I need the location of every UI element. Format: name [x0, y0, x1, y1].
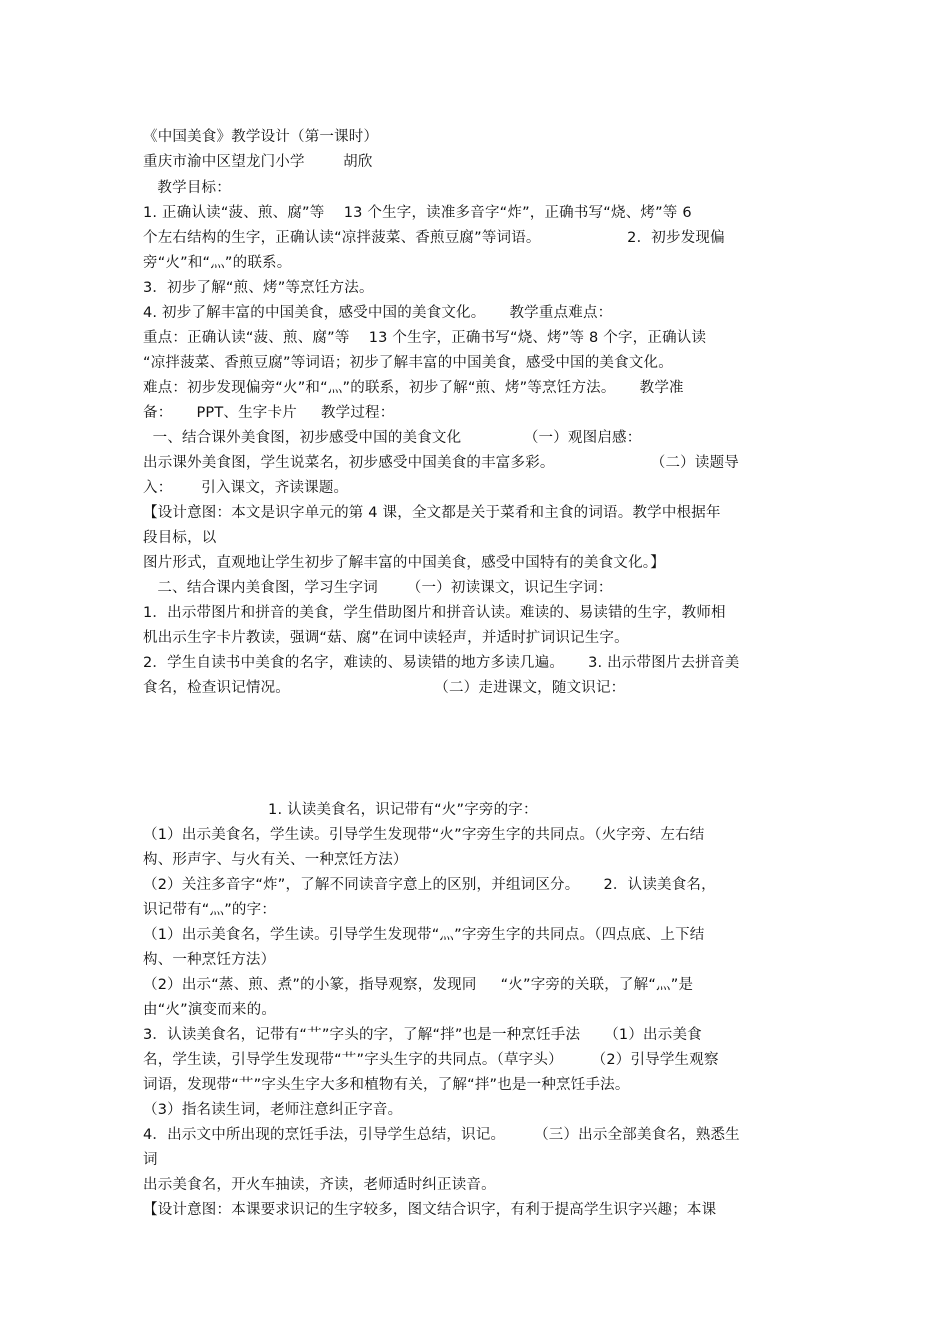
text-line: 识记带有“灬”的字：	[143, 902, 277, 918]
text-line: 4．出示文中所出现的烹饪手法，引导学生总结，识记。 （三）出示全部美食名，熟悉生	[143, 1127, 740, 1143]
text-line: 一、结合课外美食图，初步感受中国的美食文化 （一）观图启感：	[143, 430, 642, 446]
doc-title: 《中国美食》教学设计（第一课时）	[143, 129, 379, 145]
text-line: 3．初步了解“煎、烤”等烹饪方法。	[143, 280, 374, 296]
text-line: 1．出示带图片和拼音的美食，学生借助图片和拼音认读。难读的、易读错的生字，教师相	[143, 605, 726, 621]
text-line: 构、形声字、与火有关、一种烹饪方法）	[143, 852, 408, 868]
text-line: （2）出示“蒸、煎、煮”的小篆，指导观察，发现同 “火”字旁的关联，了解“灬”是	[143, 977, 694, 993]
text-line: 【设计意图：本课要求识记的生字较多，图文结合识字，有利于提高学生识字兴趣；本课	[143, 1202, 717, 1218]
text-line: 1. 认读美食名，识记带有“火”字旁的字：	[143, 802, 538, 818]
text-line: 词	[143, 1152, 158, 1168]
text-line: 旁“火”和“灬”的联系。	[143, 255, 292, 271]
text-line: 食名，检查识记情况。 （二）走进课文，随文识记：	[143, 680, 626, 696]
text-line: 难点：初步发现偏旁“火”和“灬”的联系，初步了解“煎、烤”等烹饪方法。 教学准	[143, 380, 684, 396]
text-line: 段目标，以	[143, 530, 217, 546]
text-line: 名，学生读，引导学生发现带“艹”字头生字的共同点。（草字头） （2）引导学生观察	[143, 1052, 719, 1068]
text-line: 图片形式，直观地让学生初步了解丰富的中国美食，感受中国特有的美食文化。】	[143, 555, 665, 571]
author-line: 重庆市渝中区望龙门小学 胡欣	[143, 154, 373, 170]
text-line: 词语，发现带“艹”字头生字大多和植物有关，了解“拌”也是一种烹饪手法。	[143, 1077, 630, 1093]
text-line: 入： 引入课文，齐读课题。	[143, 480, 349, 496]
text-line: 备： PPT、生字卡片 教学过程：	[143, 405, 395, 421]
text-line: 出示美食名，开火车抽读，齐读，老师适时纠正读音。	[143, 1177, 496, 1193]
text-line: “凉拌菠菜、香煎豆腐”等词语；初步了解丰富的中国美食，感受中国的美食文化。	[143, 355, 673, 371]
text-line: 个左右结构的生字，正确认读“凉拌菠菜、香煎豆腐”等词语。 2．初步发现偏	[143, 230, 725, 246]
text-line: 【设计意图：本文是识字单元的第 4 课，全文都是关于菜肴和主食的词语。教学中根据年	[143, 505, 721, 521]
text-line: 由“火”演变而来的。	[143, 1002, 277, 1018]
text-line: （3）指名读生词，老师注意纠正字音。	[143, 1102, 403, 1118]
text-line: 重点：正确认读“菠、煎、腐”等 13 个生字，正确书写“烧、烤”等 8 个字，正确认读	[143, 330, 707, 346]
text-line: 二、结合课内美食图，学习生字词 （一）初读课文，识记生字词：	[143, 580, 613, 596]
text-line: 2．学生自读书中美食的名字，难读的、易读错的地方多读几遍。 3. 出示带图片去拼音美	[143, 655, 740, 671]
text-line: 出示课外美食图，学生说菜名，初步感受中国美食的丰富多彩。 （二）读题导	[143, 455, 739, 471]
text-line: 构、一种烹饪方法）	[143, 952, 276, 968]
text-line: 4. 初步了解丰富的中国美食，感受中国的美食文化。 教学重点难点：	[143, 305, 613, 321]
text-line: 3．认读美食名，记带有“艹”字头的字，了解“拌”也是一种烹饪手法 （1）出示美食	[143, 1027, 702, 1043]
text-line: （1）出示美食名，学生读。引导学生发现带“灬”字旁生字的共同点。（四点底、上下结	[143, 927, 705, 943]
text-line: 机出示生字卡片教读，强调“菇、腐”在词中读轻声，并适时扩词识记生字。	[143, 630, 629, 646]
text-line: 1. 正确认读“菠、煎、腐”等 13 个生字，读准多音字“炸”，正确书写“烧、烤”等 6	[143, 205, 692, 221]
text-line: （2）关注多音字“炸”，了解不同读音字意上的区别，并组词区分。 2．认读美食名，	[143, 877, 716, 893]
section-heading: 教学目标：	[143, 180, 231, 196]
text-line: （1）出示美食名，学生读。引导学生发现带“火”字旁生字的共同点。（火字旁、左右结	[143, 827, 705, 843]
